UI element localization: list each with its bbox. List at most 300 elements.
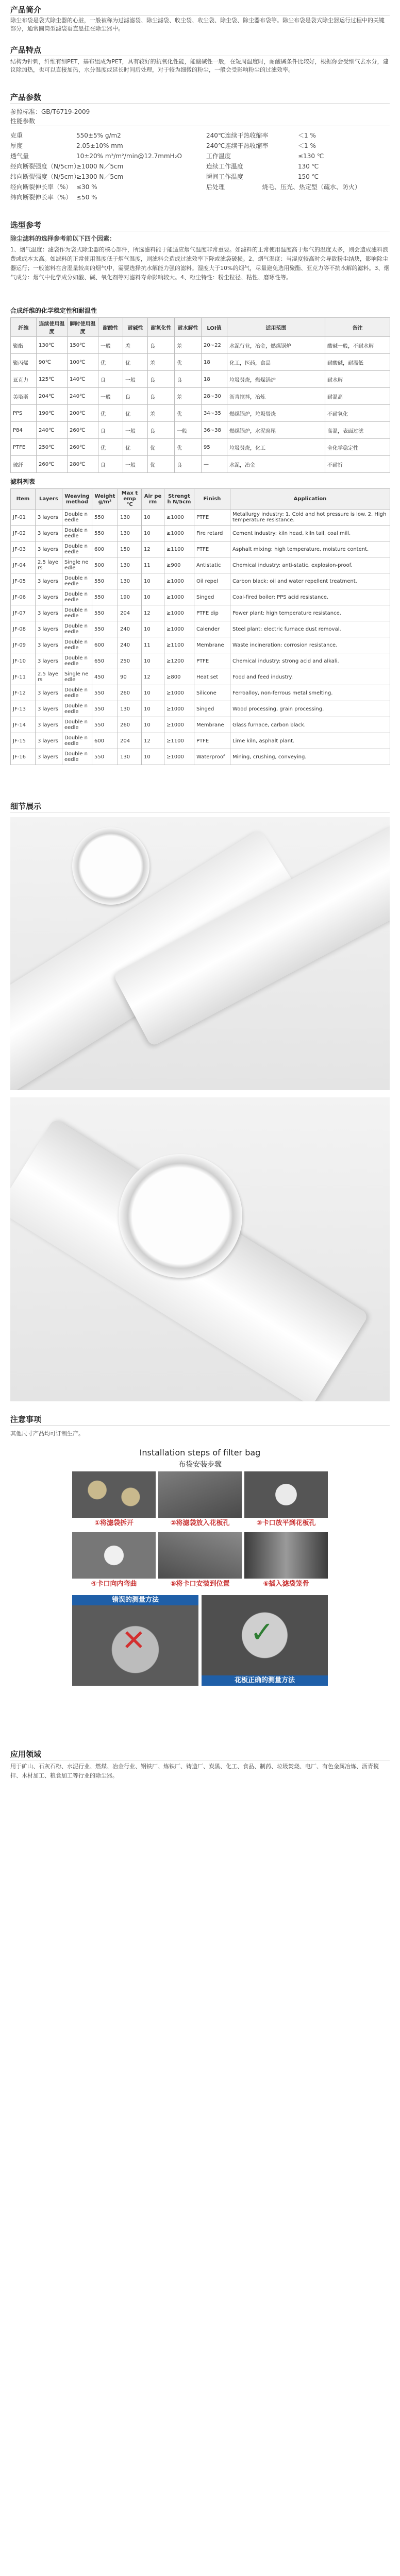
table-cell: Membrane <box>194 637 230 653</box>
fiber-table-row <box>11 371 390 388</box>
bag-mouth-ring <box>72 827 149 905</box>
table-cell: 燃煤锅炉，垃圾焚烧 <box>227 405 325 422</box>
divider <box>10 1425 390 1426</box>
table-cell: 11 <box>142 637 164 653</box>
intro-text: 除尘布袋是袋式除尘器的心脏，一般被称为过滤滤袋、除尘滤袋、收尘袋、收尘袋、除尘袋、除尘器布袋等。除尘布袋是袋式除尘器运行过程中的关键部分，通常圆筒型滤袋垂直悬挂在除尘器中。 <box>10 17 385 32</box>
table-cell: 良 <box>175 456 202 473</box>
table-header-cell: 备注 <box>325 318 390 337</box>
table-header-cell: Max temp ℃ <box>118 489 142 510</box>
table-cell: JF-09 <box>11 637 36 653</box>
install-step <box>72 1471 156 1529</box>
table-cell: 沥青搅拌，冶炼 <box>227 388 325 405</box>
table-cell: 34~35 <box>202 405 227 422</box>
table-header-cell: Layers <box>36 489 62 510</box>
install-heading-cn: 布袋安装步骤 <box>178 1461 222 1469</box>
table-cell: 250℃ <box>37 439 68 456</box>
table-cell: 190 <box>118 589 142 605</box>
table-cell: 250 <box>118 653 142 669</box>
table-cell: 优 <box>98 354 123 371</box>
table-cell: Double needle <box>62 541 92 557</box>
table-cell: Asphalt mixing: high temperature, moisture content. <box>230 541 390 557</box>
table-cell: Double needle <box>62 589 92 605</box>
table-cell: 燃煤锅炉，水泥窑尾 <box>227 422 325 439</box>
table-cell: 良 <box>148 371 175 388</box>
table-cell: JF-05 <box>11 573 36 589</box>
table-cell: 100℃ <box>68 354 98 371</box>
table-cell: 500 <box>92 557 118 573</box>
table-cell: 240 <box>118 621 142 637</box>
params-section <box>0 88 400 211</box>
table-cell: 差 <box>175 388 202 405</box>
table-cell: JF-12 <box>11 685 36 701</box>
table-cell: PTFE dip <box>194 605 230 621</box>
table-cell: JF-16 <box>11 749 36 765</box>
table-cell: Single needle <box>62 557 92 573</box>
table-cell: 良 <box>98 371 123 388</box>
table-cell: 耐温高 <box>325 388 390 405</box>
table-cell: Membrane <box>194 717 230 733</box>
table-cell: 3 layers <box>36 749 62 765</box>
table-cell: P84 <box>11 422 37 439</box>
table-cell: 3 layers <box>36 526 62 541</box>
step-caption: ④卡口向内弯曲 <box>72 1579 156 1590</box>
table-cell: ≥1100 <box>164 541 194 557</box>
features-title: 产品特点 <box>10 45 42 55</box>
product-table-row <box>11 557 390 573</box>
table-cell: Antistatic <box>194 557 230 573</box>
table-cell: Double needle <box>62 637 92 653</box>
table-cell: 650 <box>92 653 118 669</box>
intro-section <box>0 0 400 36</box>
table-cell: 130℃ <box>37 337 68 354</box>
table-cell: Calender <box>194 621 230 637</box>
table-cell: 240℃ <box>37 422 68 439</box>
table-cell: Double needle <box>62 621 92 637</box>
table-cell: 11 <box>142 557 164 573</box>
table-cell: 良 <box>175 371 202 388</box>
step-caption: ③卡口放平到花板孔 <box>244 1518 328 1529</box>
param-row: 240℃连续干热收缩率 ＜1 % <box>206 132 316 139</box>
table-cell: Steel plant: electric furnace dust removal. <box>230 621 390 637</box>
table-cell: 125℃ <box>37 371 68 388</box>
features-section <box>0 40 400 81</box>
table-cell: 95 <box>202 439 227 456</box>
table-cell: 酸碱一般，不耐水解 <box>325 337 390 354</box>
table-cell: 3 layers <box>36 510 62 526</box>
table-cell: PPS <box>11 405 37 422</box>
table-cell: 550 <box>92 510 118 526</box>
table-cell: JF-06 <box>11 589 36 605</box>
table-header-cell: 耐氧化性 <box>148 318 175 337</box>
table-cell: Double needle <box>62 653 92 669</box>
table-cell: Singed <box>194 701 230 717</box>
table-cell: 12 <box>142 541 164 557</box>
table-cell: 差 <box>175 337 202 354</box>
table-cell: 36~38 <box>202 422 227 439</box>
table-cell: 10 <box>142 653 164 669</box>
table-cell: 良 <box>148 388 175 405</box>
param-row: 瞬间工作温度 150 ℃ <box>206 173 319 180</box>
table-cell: 良 <box>123 388 148 405</box>
param-row: 后处理 烧毛、压光、热定型（疏水、防火） <box>206 183 361 191</box>
table-cell: 130 <box>118 749 142 765</box>
table-cell: Double needle <box>62 573 92 589</box>
fiber-table-row <box>11 337 390 354</box>
table-cell: 玻纤 <box>11 456 37 473</box>
step-caption: ⑥插入滤袋笼骨 <box>244 1579 328 1590</box>
product-table-row <box>11 669 390 685</box>
table-cell: JF-02 <box>11 526 36 541</box>
table-cell: 良 <box>98 422 123 439</box>
table-cell: 3 layers <box>36 685 62 701</box>
table-cell: 550 <box>92 605 118 621</box>
table-header-cell: Air perm <box>142 489 164 510</box>
table-cell: Double needle <box>62 605 92 621</box>
table-cell: 10 <box>142 510 164 526</box>
table-cell: 10 <box>142 685 164 701</box>
table-cell: 不耐折 <box>325 456 390 473</box>
table-cell: 优 <box>175 354 202 371</box>
table-cell: PTFE <box>194 510 230 526</box>
table-header-cell: Weaving method <box>62 489 92 510</box>
table-cell: Cement industry: kiln head, kiln tail, coal mill. <box>230 526 390 541</box>
product-table-row <box>11 605 390 621</box>
table-cell: ≥1000 <box>164 685 194 701</box>
table-cell: JF-08 <box>11 621 36 637</box>
install-step <box>158 1471 242 1529</box>
table-header-cell: 适用范围 <box>227 318 325 337</box>
table-cell: JF-04 <box>11 557 36 573</box>
step-photo <box>244 1532 328 1579</box>
table-cell: JF-13 <box>11 701 36 717</box>
fiber-table-section <box>0 304 400 474</box>
table-cell: 差 <box>123 337 148 354</box>
table-cell: Oil repel <box>194 573 230 589</box>
table-cell: Fire retard <box>194 526 230 541</box>
table-cell: ≥1000 <box>164 717 194 733</box>
table-cell: 204 <box>118 605 142 621</box>
install-heading-en: Installation steps of filter bag <box>139 1448 261 1458</box>
table-header-cell: Strength N/5cm <box>164 489 194 510</box>
table-cell: 550 <box>92 685 118 701</box>
table-cell: ≥1100 <box>164 637 194 653</box>
table-cell: 高温，表面过滤 <box>325 422 390 439</box>
product-table-row <box>11 637 390 653</box>
table-cell: ≥1000 <box>164 605 194 621</box>
details-section <box>0 799 400 1406</box>
table-header-cell: 连续使用温度 <box>37 318 68 337</box>
table-cell: 一般 <box>98 388 123 405</box>
table-cell: 优 <box>98 405 123 422</box>
table-cell: 260℃ <box>68 422 98 439</box>
table-cell: Glass furnace, carbon black. <box>230 717 390 733</box>
table-cell: ≥800 <box>164 669 194 685</box>
wrong-mark-icon: ✕ <box>122 1624 146 1657</box>
table-cell: Carbon black: oil and water repellent treatment. <box>230 573 390 589</box>
table-cell: Double needle <box>62 685 92 701</box>
table-cell: 差 <box>148 405 175 422</box>
table-cell: ≥1000 <box>164 589 194 605</box>
step-caption: ②将滤袋放入花板孔 <box>158 1518 242 1529</box>
table-cell: 2.5 layers <box>36 557 62 573</box>
table-cell: 差 <box>148 354 175 371</box>
table-cell: 20~22 <box>202 337 227 354</box>
table-cell: 良 <box>98 456 123 473</box>
table-cell: Lime kiln, asphalt plant. <box>230 733 390 749</box>
table-cell: Power plant: high temperature resistance. <box>230 605 390 621</box>
table-cell: 优 <box>175 405 202 422</box>
table-cell: ≥1000 <box>164 573 194 589</box>
product-table <box>10 488 390 765</box>
product-table-row <box>11 573 390 589</box>
table-cell: 450 <box>92 669 118 685</box>
table-cell: 一般 <box>98 337 123 354</box>
param-row: 经向断裂伸长率（%） ≤30 % <box>10 183 97 191</box>
table-cell: 10 <box>142 589 164 605</box>
application-title: 应用领域 <box>10 1750 42 1759</box>
table-cell: JF-03 <box>11 541 36 557</box>
table-cell: JF-07 <box>11 605 36 621</box>
product-table-row <box>11 701 390 717</box>
table-cell: 130 <box>118 557 142 573</box>
fiber-table-row <box>11 439 390 456</box>
table-cell: 550 <box>92 526 118 541</box>
table-cell: 3 layers <box>36 701 62 717</box>
param-row: 工作温度 ≤130 ℃ <box>206 152 324 160</box>
table-cell: JF-10 <box>11 653 36 669</box>
param-row: 纬向断裂强度（N/5cm）≥1300 N／5cm <box>10 173 124 180</box>
table-header-cell: 纤维 <box>11 318 37 337</box>
params-title: 产品参数 <box>10 93 42 102</box>
table-cell: 耐水解 <box>325 371 390 388</box>
install-note: 其他尺寸产品均可订制生产。 <box>10 1430 84 1437</box>
standard-label: 参照标准：GB/T6719-2009 <box>10 108 90 115</box>
table-cell: 3 layers <box>36 541 62 557</box>
table-cell: 550 <box>92 717 118 733</box>
install-step <box>158 1532 242 1590</box>
product-table-row <box>11 717 390 733</box>
table-cell: 3 layers <box>36 589 62 605</box>
table-cell: 240 <box>118 637 142 653</box>
table-cell: 水泥，冶金 <box>227 456 325 473</box>
application-text: 用于矿山、石灰石粉、水泥行业、燃煤、冶金行业、钢铁厂、炼铁厂、铸造厂、炭黑、化工、食品、制药、垃圾焚烧、电厂、有色金属冶炼、沥青搅拌、木材加工、粮食加工等行业的除尘器。 <box>10 1763 379 1779</box>
table-cell: 600 <box>92 733 118 749</box>
table-cell: Double needle <box>62 733 92 749</box>
table-cell: ≥1100 <box>164 733 194 749</box>
table-cell: 150℃ <box>68 337 98 354</box>
table-cell: 90℃ <box>37 354 68 371</box>
fiber-table-row <box>11 388 390 405</box>
table-cell: Food and feed industry. <box>230 669 390 685</box>
table-cell: ≥1000 <box>164 749 194 765</box>
product-table-row <box>11 541 390 557</box>
table-cell: 一般 <box>123 371 148 388</box>
table-cell: 优 <box>175 439 202 456</box>
table-cell: 130 <box>118 510 142 526</box>
product-table-row <box>11 733 390 749</box>
table-cell: 18 <box>202 354 227 371</box>
table-cell: 260℃ <box>68 439 98 456</box>
table-cell: Metallurgy industry: 1. Cold and hot pressure is low. 2. High temperature resistance. <box>230 510 390 526</box>
wrong-measure-photo <box>72 1595 198 1686</box>
wrong-measure-label: 错误的测量方法 <box>72 1595 198 1605</box>
details-title: 细节展示 <box>10 802 42 811</box>
table-cell: 良 <box>148 422 175 439</box>
install-steps <box>72 1471 328 1688</box>
table-cell: ≥1000 <box>164 526 194 541</box>
table-header-cell: Application <box>230 489 390 510</box>
param-row: 经向断裂强度（N/5cm）≥1000 N／5cm <box>10 163 124 170</box>
performance-label: 性能参数 <box>10 117 36 125</box>
table-cell: 亚克力 <box>11 371 37 388</box>
application-section <box>0 1747 400 1788</box>
install-step <box>72 1532 156 1590</box>
table-cell: 10 <box>142 717 164 733</box>
param-row: 透气量 10±20% m³/m²/min@12.7mmH₂O <box>10 152 182 160</box>
table-header-cell: Finish <box>194 489 230 510</box>
table-cell: JF-14 <box>11 717 36 733</box>
table-cell: 良 <box>148 337 175 354</box>
product-table-row <box>11 526 390 541</box>
right-mark-icon: ✓ <box>250 1616 274 1649</box>
table-cell: 10 <box>142 749 164 765</box>
param-row: 纬向断裂伸长率（%） ≤50 % <box>10 194 97 201</box>
table-cell: Singed <box>194 589 230 605</box>
table-cell: 水泥行业，冶金，燃煤锅炉 <box>227 337 325 354</box>
product-table-row <box>11 685 390 701</box>
selection-section <box>0 215 400 301</box>
table-cell: 130 <box>118 573 142 589</box>
table-cell: 204 <box>118 733 142 749</box>
table-cell: 280℃ <box>68 456 98 473</box>
table-cell: 聚丙烯 <box>11 354 37 371</box>
table-cell: Chemical industry: strong acid and alkali. <box>230 653 390 669</box>
table-cell: Double needle <box>62 717 92 733</box>
table-cell: 190℃ <box>37 405 68 422</box>
table-cell: Ferroalloy, non-ferrous metal smelting. <box>230 685 390 701</box>
param-row: 厚度 2.05±10% mm <box>10 142 123 149</box>
table-cell: 200℃ <box>68 405 98 422</box>
table-cell: Double needle <box>62 510 92 526</box>
install-step <box>244 1471 328 1529</box>
product-table-row <box>11 510 390 526</box>
table-cell: 10 <box>142 701 164 717</box>
right-measure-label: 花板正确的测量方法 <box>202 1675 328 1686</box>
table-cell: Single needle <box>62 669 92 685</box>
table-cell: PTFE <box>11 439 37 456</box>
product-table-section <box>0 475 400 794</box>
table-cell: 2.5 layers <box>36 669 62 685</box>
product-photo <box>10 1097 390 1401</box>
step-photo <box>72 1471 156 1518</box>
fiber-table-title: 合成纤维的化学稳定性和耐温性 <box>10 307 97 314</box>
table-cell: 聚酯 <box>11 337 37 354</box>
product-table-row <box>11 653 390 669</box>
table-cell: 垃圾焚烧，化工 <box>227 439 325 456</box>
table-cell: 3 layers <box>36 621 62 637</box>
table-cell: 3 layers <box>36 637 62 653</box>
fiber-table-row <box>11 456 390 473</box>
table-cell: 优 <box>123 354 148 371</box>
features-text: 结构为针刺，纤维有细PET，基布组成为PET，具有较好的抗氧化性能，能酸碱性一般，在短周温度时，耐酸碱条件比较好，根据你会受细气去水分，建议除加热，也可以直接加热，水分温度或延长时间后处理，对于较为细微的粉尘，一般会受影响粉尘的过滤效率。 <box>10 58 389 73</box>
table-cell: ≥900 <box>164 557 194 573</box>
table-cell: 3 layers <box>36 717 62 733</box>
intro-title: 产品简介 <box>10 5 42 14</box>
table-cell: 3 layers <box>36 573 62 589</box>
divider <box>10 103 390 104</box>
table-header-cell: Weight g/m² <box>92 489 118 510</box>
table-cell: 18 <box>202 371 227 388</box>
table-cell: 130 <box>118 526 142 541</box>
table-cell: 不耐氧化 <box>325 405 390 422</box>
table-cell: 3 layers <box>36 653 62 669</box>
step-photo <box>244 1471 328 1518</box>
bag-mouth-ring <box>119 1154 242 1278</box>
product-table-row <box>11 749 390 765</box>
table-cell: 10 <box>142 621 164 637</box>
step-photo <box>158 1471 242 1518</box>
table-cell: Double needle <box>62 701 92 717</box>
fiber-table <box>10 317 390 473</box>
table-cell: 600 <box>92 541 118 557</box>
table-cell: 3 layers <box>36 733 62 749</box>
table-cell: 28~30 <box>202 388 227 405</box>
table-cell: Double needle <box>62 749 92 765</box>
table-cell: 一般 <box>123 422 148 439</box>
step-caption: ⑤将卡口安装到位置 <box>158 1579 242 1590</box>
table-cell: 550 <box>92 573 118 589</box>
fiber-table-row <box>11 422 390 439</box>
step-caption: ①将滤袋拆开 <box>72 1518 156 1529</box>
install-step <box>244 1532 328 1590</box>
table-cell: 260℃ <box>37 456 68 473</box>
table-cell: PTFE <box>194 653 230 669</box>
table-cell: Coal-fired boiler: PPS acid resistance. <box>230 589 390 605</box>
table-cell: 260 <box>118 685 142 701</box>
table-cell: 260 <box>118 717 142 733</box>
selection-title: 选型参考 <box>10 221 42 230</box>
step-photo <box>158 1532 242 1579</box>
table-cell: 550 <box>92 749 118 765</box>
product-table-title: 滤料列表 <box>10 478 36 485</box>
table-cell: Mining, crushing, conveying. <box>230 749 390 765</box>
table-cell: 优 <box>98 439 123 456</box>
table-cell: PTFE <box>194 733 230 749</box>
table-cell: 优 <box>148 456 175 473</box>
table-cell: 150 <box>118 541 142 557</box>
param-row: 克重 550±5% g/m2 <box>10 132 121 139</box>
table-cell: ≥1000 <box>164 701 194 717</box>
table-cell: Chemical industry: anti-static, explosion-proof. <box>230 557 390 573</box>
selection-subtitle: 除尘滤料的选择参考前以下四个因素： <box>10 235 116 242</box>
table-cell: 12 <box>142 733 164 749</box>
param-row: 连续工作温度 130 ℃ <box>206 163 319 170</box>
table-cell: 550 <box>92 621 118 637</box>
table-cell: 优 <box>123 439 148 456</box>
table-cell: PTFE <box>194 541 230 557</box>
product-table-row <box>11 589 390 605</box>
table-cell: 3 layers <box>36 605 62 621</box>
table-cell: 550 <box>92 589 118 605</box>
table-header-cell: 耐碱性 <box>123 318 148 337</box>
param-row: 240℃连续干热收缩率 ＜1 % <box>206 142 316 149</box>
table-cell: 化工，医药，食品 <box>227 354 325 371</box>
install-title: 注意事项 <box>10 1415 42 1424</box>
table-cell: 耐酸碱，耐温低 <box>325 354 390 371</box>
table-cell: Waterproof <box>194 749 230 765</box>
table-cell: JF-15 <box>11 733 36 749</box>
table-cell: Double needle <box>62 526 92 541</box>
